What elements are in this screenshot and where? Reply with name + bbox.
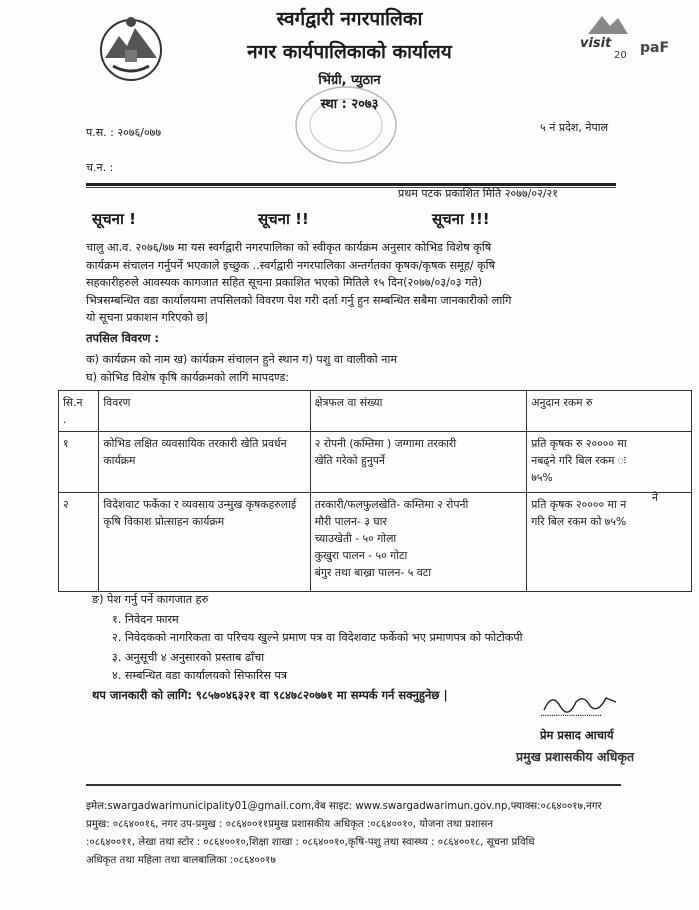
table-header-row: [59, 391, 692, 432]
dispatch-number: च.न. :: [86, 161, 114, 174]
document-item: ४. सम्बन्धित वडा कार्यालयको सिफारिस पत्र: [112, 669, 288, 682]
signature-dots: ............................: [540, 708, 602, 719]
footer-line: अधिकृत तथा महिला तथा बालबालिका :०८६४००१७: [86, 855, 276, 866]
table-cell: [527, 432, 692, 493]
area-line: तरकारी/फलफुलखेति- कम्तिमा २ रोपनी: [314, 498, 469, 511]
footer-contacts: [86, 798, 621, 870]
office-place: भिंग्री, प्युठान: [318, 73, 381, 88]
letter-number: प.स. : २०७६/०७७: [86, 126, 162, 139]
body-line: सहकारीहरुले आवस्यक कागजात सहित सूचना प्रकाशित भएको मितिले १५ दिन(२०७७/०३/०३ गते): [86, 276, 483, 290]
body-line: यो सूचना प्रकाशन गरिएको छ|: [86, 311, 209, 325]
table-row: [59, 493, 692, 592]
notice-word-3: सूचना !!!: [432, 210, 490, 228]
notice-body: [86, 239, 618, 327]
table-cell: २: [59, 493, 99, 592]
grant-line: ७५%: [531, 471, 553, 484]
grant-line: प्रति कृषक रु २०००० मा: [531, 437, 627, 450]
area-line: खेति गरेको हुनुपर्ने: [314, 454, 385, 467]
notice-word-2: सूचना !!: [258, 210, 309, 228]
table-row: [59, 432, 692, 493]
grant-line: प्रति कृषक २०००० मा न: [531, 498, 627, 511]
area-line: च्याउखेती - ५० गोला: [314, 532, 397, 545]
table-cell: १: [59, 432, 99, 493]
document-item: ३. अनुसूची ४ अनुसारको प्रस्ताब ढाँचा: [112, 651, 265, 664]
area-line: मौरी पालन- ३ घार: [314, 515, 387, 528]
documents-heading: ङ) पेश गर्नु पर्ने कागजात हरु: [92, 593, 209, 606]
area-line: २ रोपनी (कम्तिमा ) जग्गामा तरकारी: [314, 437, 457, 450]
grant-line: गरि बिल रकम को ७५%: [531, 515, 627, 528]
municipality-name: स्वर्गद्वारी नगरपालिका: [276, 8, 423, 30]
table-cell: [310, 432, 527, 493]
established-year: स्था : २०७३: [320, 97, 379, 112]
area-line: बंगुर तथा बाख्रा पालन- ५ वटा: [314, 566, 431, 579]
table-cell: कोभिड लक्षित व्यवसायिक तरकारी खेति प्रवर्धन कार्यक्रम: [99, 432, 310, 493]
table-header-cell: अनुदान रकम रु: [527, 391, 692, 432]
visit-logo-year: 20: [614, 50, 627, 61]
paf-logo-text: paF: [640, 40, 670, 56]
footer-rule: [86, 784, 621, 786]
document-item: १. निवेदन फारम: [112, 613, 179, 626]
office-name: नगर कार्यपालिकाको कार्यालय: [247, 41, 452, 63]
body-line: कार्यक्रम संचालन गर्नुपर्ने भएकाले इच्छुक ..स्वर्गद्वारी नगरपालिका अन्तर्गतका कृषक/कृषक समूह/ कृषि: [86, 258, 496, 272]
table-header-cell: विवरण: [99, 391, 310, 432]
footer-line: प्रमुख: ०८६४००१६, नगर उप-प्रमुख : ०८६४००११प्रमुख प्रशासकीय अधिकृत :०८६४००१०, योजना तथा प्रशासन: [86, 819, 493, 830]
published-date: प्रथम पटक प्रकाशित मिति २०७७/०२/२१: [398, 187, 558, 200]
table-cell: विदेशवाट फर्केका र व्यवसाय उन्मुख कृषकहरुलाई कृषि विकाश प्रोत्साहन कार्यक्रम: [99, 493, 310, 592]
footer-line: इमेल:swargadwarimunicipality01@gmail.com,वेब साइट: www.swargadwarimun.gov.np,फ्याक्स:०८६४००१७,नगर: [86, 801, 602, 812]
details-heading: तपसिल विवरण :: [86, 331, 160, 345]
table-header-cell: क्षेत्रफल वा संख्या: [310, 391, 527, 432]
area-line: कुखुरा पालन - ५० गोटा: [314, 549, 408, 562]
details-line: घ) कोभिड विशेष कृषि कार्यक्रमको लागि मापदण्ड:: [86, 371, 290, 384]
table-cell: [527, 493, 692, 592]
table-cell: [310, 493, 527, 592]
contact-line: थप जानकारी को लागि: ९८५७०४६३२१ वा ९८४७८२०७७१ मा सम्पर्क गर्न सक्नुहुनेछ |: [92, 688, 448, 702]
signatory-name: प्रेम प्रसाद आचार्य: [540, 728, 614, 742]
body-line: भित्रसम्बन्धित वडा कार्यालयमा तपसिलको विवरण पेश गरी दर्ता गर्नु हुन सम्बन्धित सबैमा जानकारीको लागि: [86, 293, 512, 307]
signatory-title: प्रमुख प्रशासकीय अधिकृत: [516, 749, 635, 764]
table-side-mark: ने: [652, 491, 658, 504]
details-line: क) कार्यक्रम को नाम ख) कार्यक्रम संचालन हुने स्थान ग) पशु वा वालीको नाम: [86, 353, 398, 366]
grant-line: नबढ्ने गरि बिल रकम ः: [531, 454, 626, 467]
criteria-table: [58, 390, 692, 592]
body-line: चालु आ.व. २०७६/७७ मा यस स्वर्गद्वारी नगरपालिका को स्वीकृत कार्यक्रम अनुसार कोभिड विशेष कृषि: [86, 241, 492, 254]
province-label: ५ नं प्रदेश, नेपाल: [540, 121, 609, 134]
table-header-cell: सि.न .: [59, 391, 99, 432]
visit-logo-text: visit: [580, 36, 612, 51]
footer-line: :०८६४००११, लेखा तथा स्टोर : ०८६४००१०,शिक्षा शाखा : ०८६४००१०,कृषि-पशु तथा स्वास्थ्य : ०८६४००१८, सूचना प्रविधि: [86, 837, 535, 848]
notice-word-1: सूचना !: [92, 210, 136, 228]
document-item: २. निवेदकको नागरिकता वा परिचय खुल्ने प्रमाण पत्र वा विदेशवाट फर्केको भए प्रमाणपत्र को फोटोकपी: [112, 631, 523, 644]
